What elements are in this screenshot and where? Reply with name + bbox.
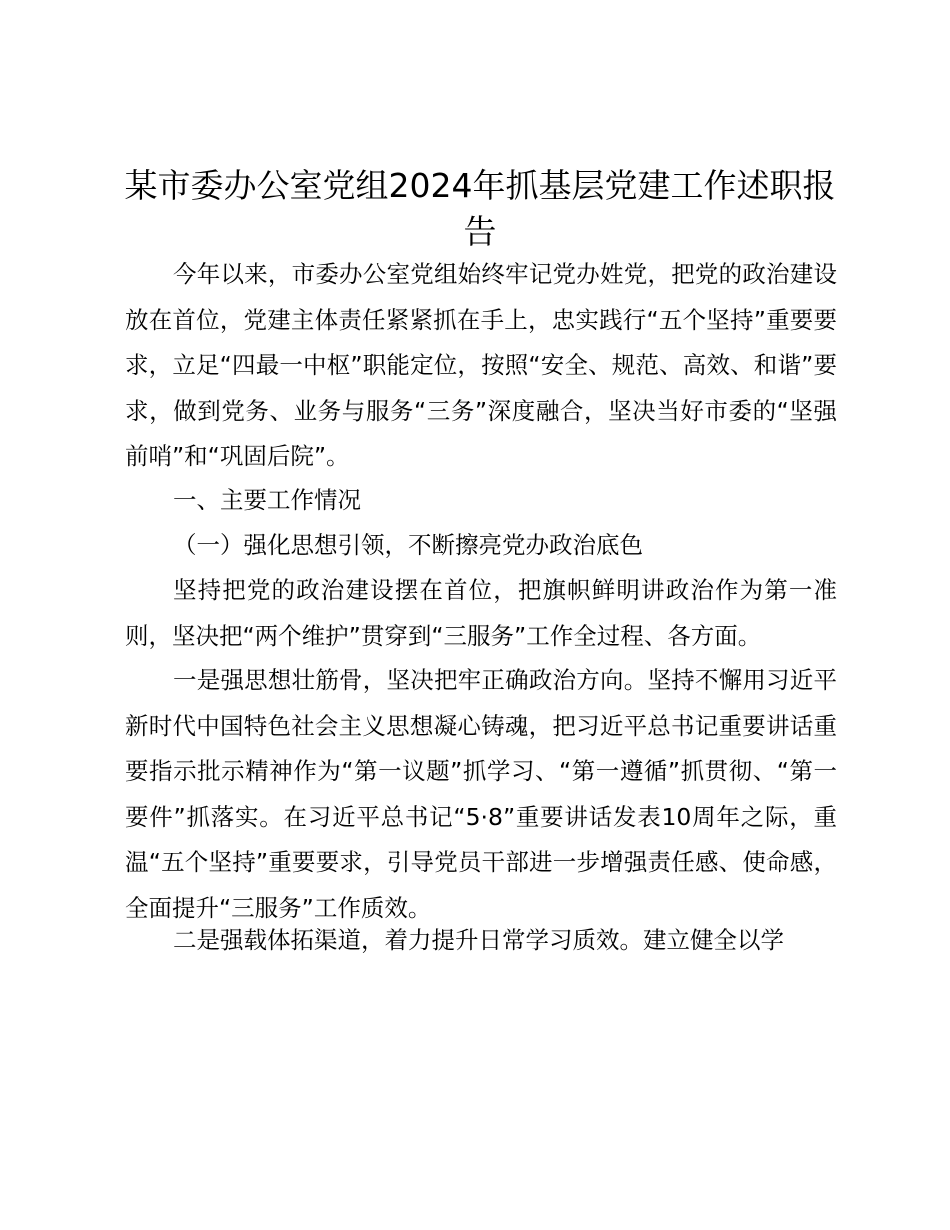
body-paragraph-3: 二是强载体拓渠道，着力提升日常学习质效。建立健全以学 (173, 926, 784, 954)
section-heading: 一、主要工作情况 (173, 486, 361, 514)
document-title: 某市委办公室党组2024年抓基层党建工作述职报告 (124, 166, 836, 251)
body-paragraph-1: 坚持把党的政治建设摆在首位，把旗帜鲜明讲政治作为第一准则，坚决把“两个维护”贯穿到“三服务”工作全过程、各方面。 (125, 576, 837, 650)
body-paragraph-2: 一是强思想壮筋骨，坚决把牢正确政治方向。坚持不懈用习近平新时代中国特色社会主义思想凝心铸魂，把习近平总书记重要讲话重要指示批示精神作为“第一议题”抓学习、“第一遵循”抓贯彻、“第一要件”抓落实。在习近平总书记“5·8”重要讲话发表10周年之际，重温“五个坚持”重要要求，引导党员干部进一步增强责任感、使命感，全面提升“三服务”工作质效。 (125, 666, 837, 922)
subsection-heading: （一）强化思想引领，不断擦亮党办政治底色 (173, 531, 643, 559)
intro-paragraph: 今年以来，市委办公室党组始终牢记党办姓党，把党的政治建设放在首位，党建主体责任紧紧抓在手上，忠实践行“五个坚持”重要要求，立足“四最一中枢”职能定位，按照“安全、规范、高效、和谐”要求，做到党务、业务与服务“三务”深度融合，坚决当好市委的“坚强前哨”和“巩固后院”。 (125, 260, 837, 470)
